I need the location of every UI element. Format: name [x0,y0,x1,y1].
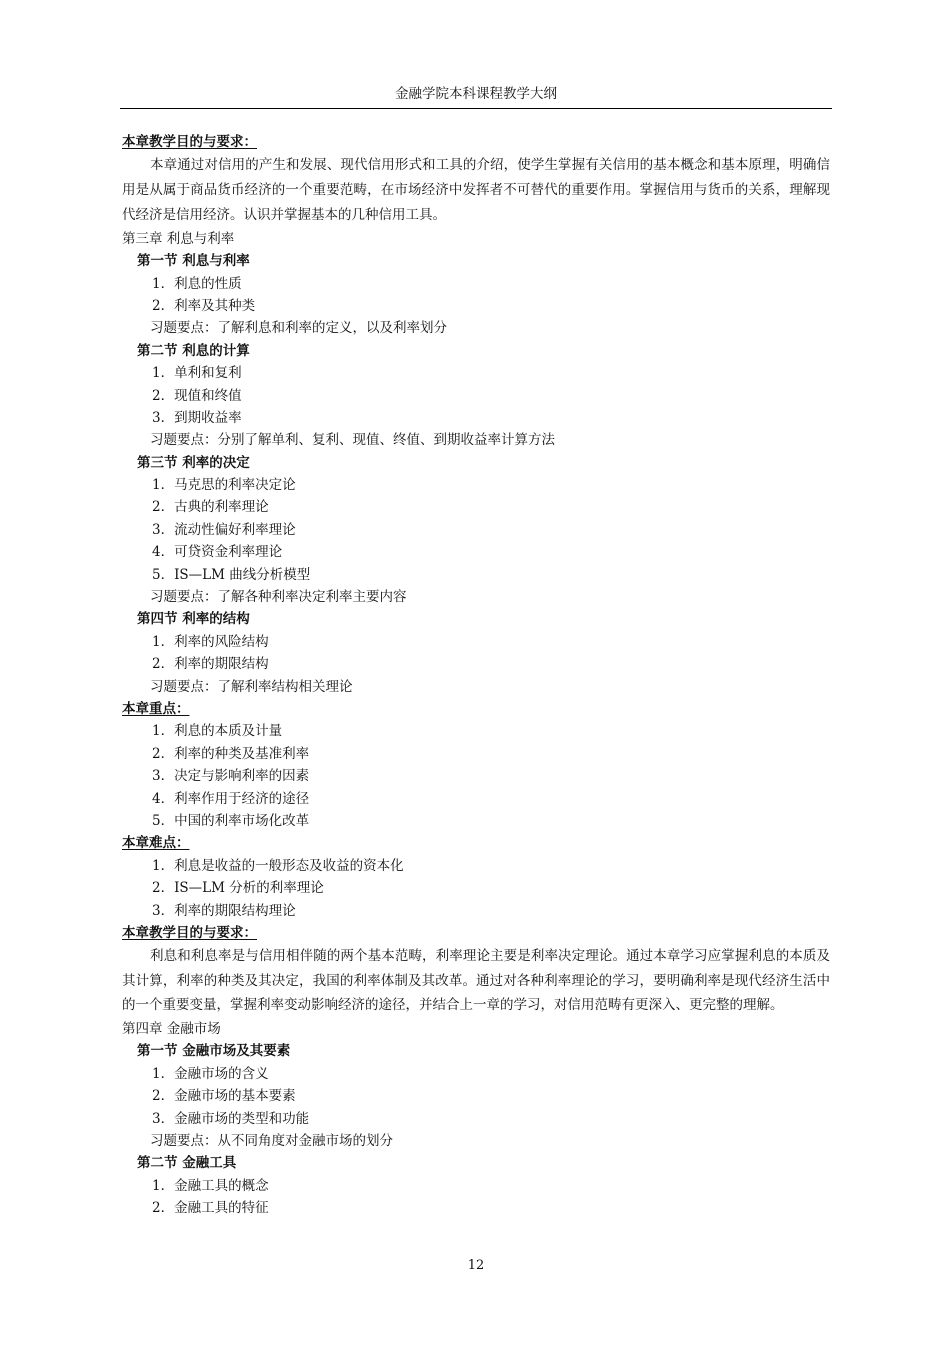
list-item: 1．金融市场的含义 [152,1065,269,1082]
list-item: 2．利率的种类及基准利率 [152,745,310,762]
list-item: 5．IS—LM 曲线分析模型 [152,566,311,583]
list-item: 1．金融工具的概念 [152,1177,269,1194]
list-item: 2．IS—LM 分析的利率理论 [152,880,324,897]
exercise-note: 习题要点：从不同角度对金融市场的划分 [150,1133,393,1150]
exercise-note: 习题要点：分别了解单利、复利、现值、终值、到期收益率计算方法 [150,432,555,449]
c3-section-2-title: 第二节 利息的计算 [137,342,250,359]
chapter-3-title: 第三章 利息与利率 [122,230,235,247]
key-points-title: 本章重点： [122,700,190,717]
exercise-note: 习题要点：了解各种利率决定利率主要内容 [150,589,407,606]
exercise-note: 习题要点：了解利息和利率的定义，以及利率划分 [150,320,447,337]
list-item: 1．利率的风险结构 [152,633,269,650]
list-item: 5．中国的利率市场化改革 [152,812,310,829]
c4-section-2-title: 第二节 金融工具 [137,1155,237,1172]
list-item: 2．利率的期限结构 [152,656,269,673]
document-body [122,131,830,1220]
list-item: 4．可贷资金利率理论 [152,544,283,561]
list-item: 2．金融工具的特征 [152,1200,269,1217]
list-item: 2．现值和终值 [152,387,242,404]
page-header: 金融学院本科课程教学大纲 [120,82,832,109]
c3-section-4-title: 第四节 利率的结构 [137,611,250,628]
list-item: 2．金融市场的基本要素 [152,1088,296,1105]
chapter-4-title: 第四章 金融市场 [122,1021,221,1038]
c4-section-1-title: 第一节 金融市场及其要素 [137,1043,291,1060]
exercise-note: 习题要点：了解利率结构相关理论 [150,678,353,695]
difficulties-title: 本章难点： [122,835,190,852]
section-a-title: 本章教学目的与要求： [122,134,257,150]
list-item: 2．古典的利率理论 [152,499,269,516]
list-item: 3．流动性偏好利率理论 [152,521,296,538]
list-item: 1．马克思的利率决定论 [152,477,296,494]
list-item: 1．利息是收益的一般形态及收益的资本化 [152,857,404,874]
list-item: 4．利率作用于经济的途径 [152,790,310,807]
c3-section-3-title: 第三节 利率的决定 [137,454,250,471]
list-item: 3．到期收益率 [152,409,242,426]
section-b-title: 本章教学目的与要求： [122,924,257,941]
section-b-paragraph: 利息和利息率是与信用相伴随的两个基本范畴，利率理论主要是利率决定理论。通过本章学习应掌握利息的本质及其计算，利率的种类及其决定，我国的利率体制及其改革。通过对各种利率理论的学习，要明确利率是现代经济生活中的一个重要变量，掌握利率变动影响经济的途径，并结合上一章的学习，对信用范畴有更深入、更完整的理解。 [122,948,830,1014]
list-item: 2．利率及其种类 [152,297,256,314]
list-item: 3．决定与影响利率的因素 [152,768,310,785]
list-item: 1．单利和复利 [152,365,242,382]
page-number: 12 [467,1258,485,1273]
c3-section-1-title: 第一节 利息与利率 [137,253,250,270]
list-item: 1．利息的性质 [152,275,242,292]
list-item: 1．利息的本质及计量 [152,723,283,740]
list-item: 3．金融市场的类型和功能 [152,1110,310,1127]
section-a-paragraph: 本章通过对信用的产生和发展、现代信用形式和工具的介绍，使学生掌握有关信用的基本概念和基本原理，明确信用是从属于商品货币经济的一个重要范畴，在市场经济中发挥者不可替代的重要作用。掌握信用与货币的关系，理解现代经济是信用经济。认识并掌握基本的几种信用工具。 [122,157,830,223]
list-item: 3．利率的期限结构理论 [152,902,296,919]
